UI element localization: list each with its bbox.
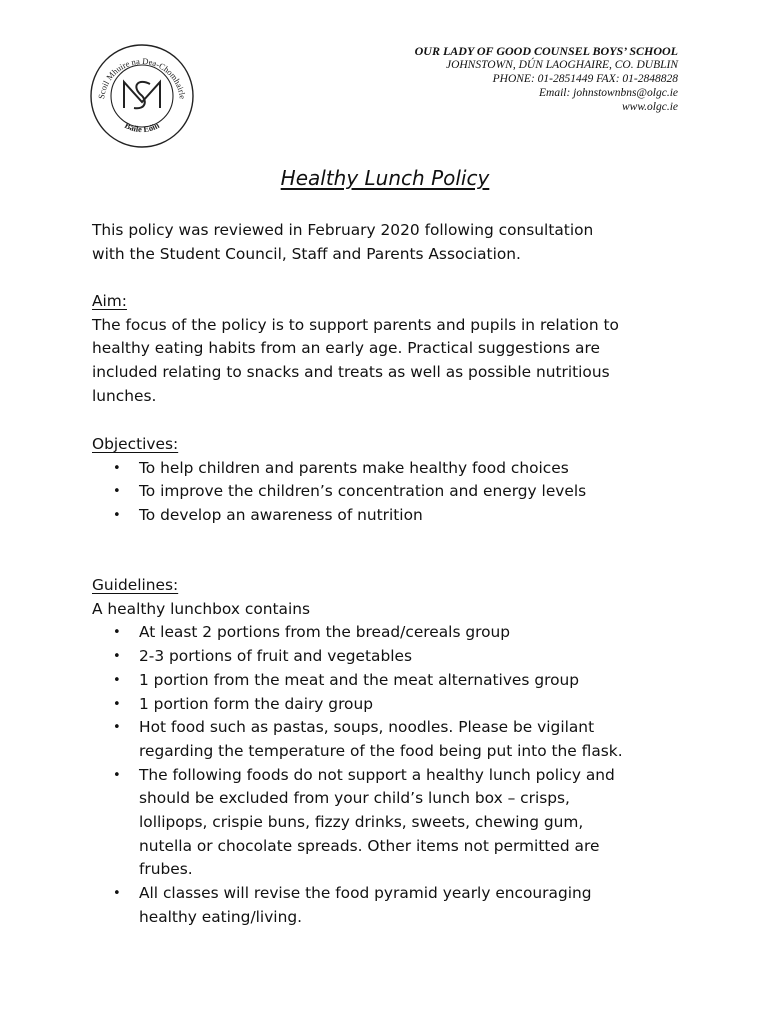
aim-line: included relating to snacks and treats as well as possible nutritious — [92, 363, 610, 382]
guidelines-heading: Guidelines: — [92, 576, 179, 594]
aim-section — [92, 290, 692, 409]
intro-paragraph — [92, 219, 692, 266]
bullet-icon: • — [113, 460, 121, 476]
svg-text:Baile Eóin — [123, 120, 161, 134]
bullet-icon: • — [113, 625, 121, 641]
list-item: • The following foods do not support a healthy lunch policy and should be excluded from your child’s lunch box – crisps, lollipops, crispie buns, fizzy drinks, sweets, chewing gum, nutella or chocolate spreads. Other items not permitted are frubes. — [113, 765, 615, 879]
guidelines-list — [92, 621, 692, 929]
bullet-icon: • — [113, 696, 121, 712]
bullet-icon: • — [113, 720, 121, 736]
crest-bottom-text: Baile Eóin — [123, 119, 161, 135]
list-item: • To help children and parents make healthy food choices — [92, 457, 692, 481]
intro-line: This policy was reviewed in February 2020 following consultation — [92, 221, 594, 239]
list-item: • 1 portion form the dairy group — [92, 693, 692, 717]
school-email: Email: johnstownbns@olgc.ie — [539, 87, 678, 99]
bullet-icon: • — [113, 767, 121, 783]
intro-line: with the Student Council, Staff and Parents Association. — [92, 244, 521, 263]
guidelines-intro: A healthy lunchbox contains — [92, 599, 311, 618]
school-phone: PHONE: 01-2851449 FAX: 01-2848828 — [492, 73, 678, 85]
school-name: OUR LADY OF GOOD COUNSEL BOYS’ SCHOOL — [414, 44, 678, 58]
school-address: JOHNSTOWN, DÚN LAOGHAIRE, CO. DUBLIN — [445, 59, 678, 71]
list-item: • 2-3 portions of fruit and vegetables — [92, 645, 692, 669]
bullet-icon: • — [113, 484, 121, 500]
aim-line: healthy eating habits from an early age. Practical suggestions are — [92, 339, 600, 358]
crest-ring-text: Scoil Mhuire na Dea-Chomhairle — [96, 55, 188, 100]
school-website: www.olgc.ie — [621, 101, 678, 113]
aim-heading: Aim: — [92, 292, 127, 310]
school-crest-logo — [88, 42, 196, 150]
bullet-icon: • — [113, 672, 121, 688]
aim-line: lunches. — [92, 386, 157, 405]
list-item: • To develop an awareness of nutrition — [92, 504, 692, 528]
objectives-section — [92, 433, 692, 528]
bullet-icon: • — [113, 886, 121, 902]
objectives-heading: Objectives: — [92, 435, 179, 453]
school-letterhead — [415, 44, 678, 114]
page-title: Healthy Lunch Policy — [280, 166, 490, 190]
bullet-icon: • — [113, 508, 121, 524]
svg-text:Scoil Mhuire na Dea-Chomhairle — [96, 56, 188, 100]
crest-monogram — [124, 82, 160, 108]
list-item: • 1 portion from the meat and the meat alternatives group — [92, 669, 692, 693]
list-item: • Hot food such as pastas, soups, noodles. Please be vigilant regarding the temperature of the food being put into the flask. — [113, 718, 623, 760]
aim-line: The focus of the policy is to support parents and pupils in relation to — [92, 315, 619, 334]
list-item: • At least 2 portions from the bread/cereals group — [92, 621, 692, 645]
objectives-list — [92, 457, 692, 528]
bullet-icon: • — [113, 649, 121, 665]
guidelines-section — [92, 574, 692, 930]
list-item: • All classes will revise the food pyramid yearly encouraging healthy eating/living. — [113, 884, 592, 926]
list-item: • To improve the children’s concentration and energy levels — [92, 480, 692, 504]
